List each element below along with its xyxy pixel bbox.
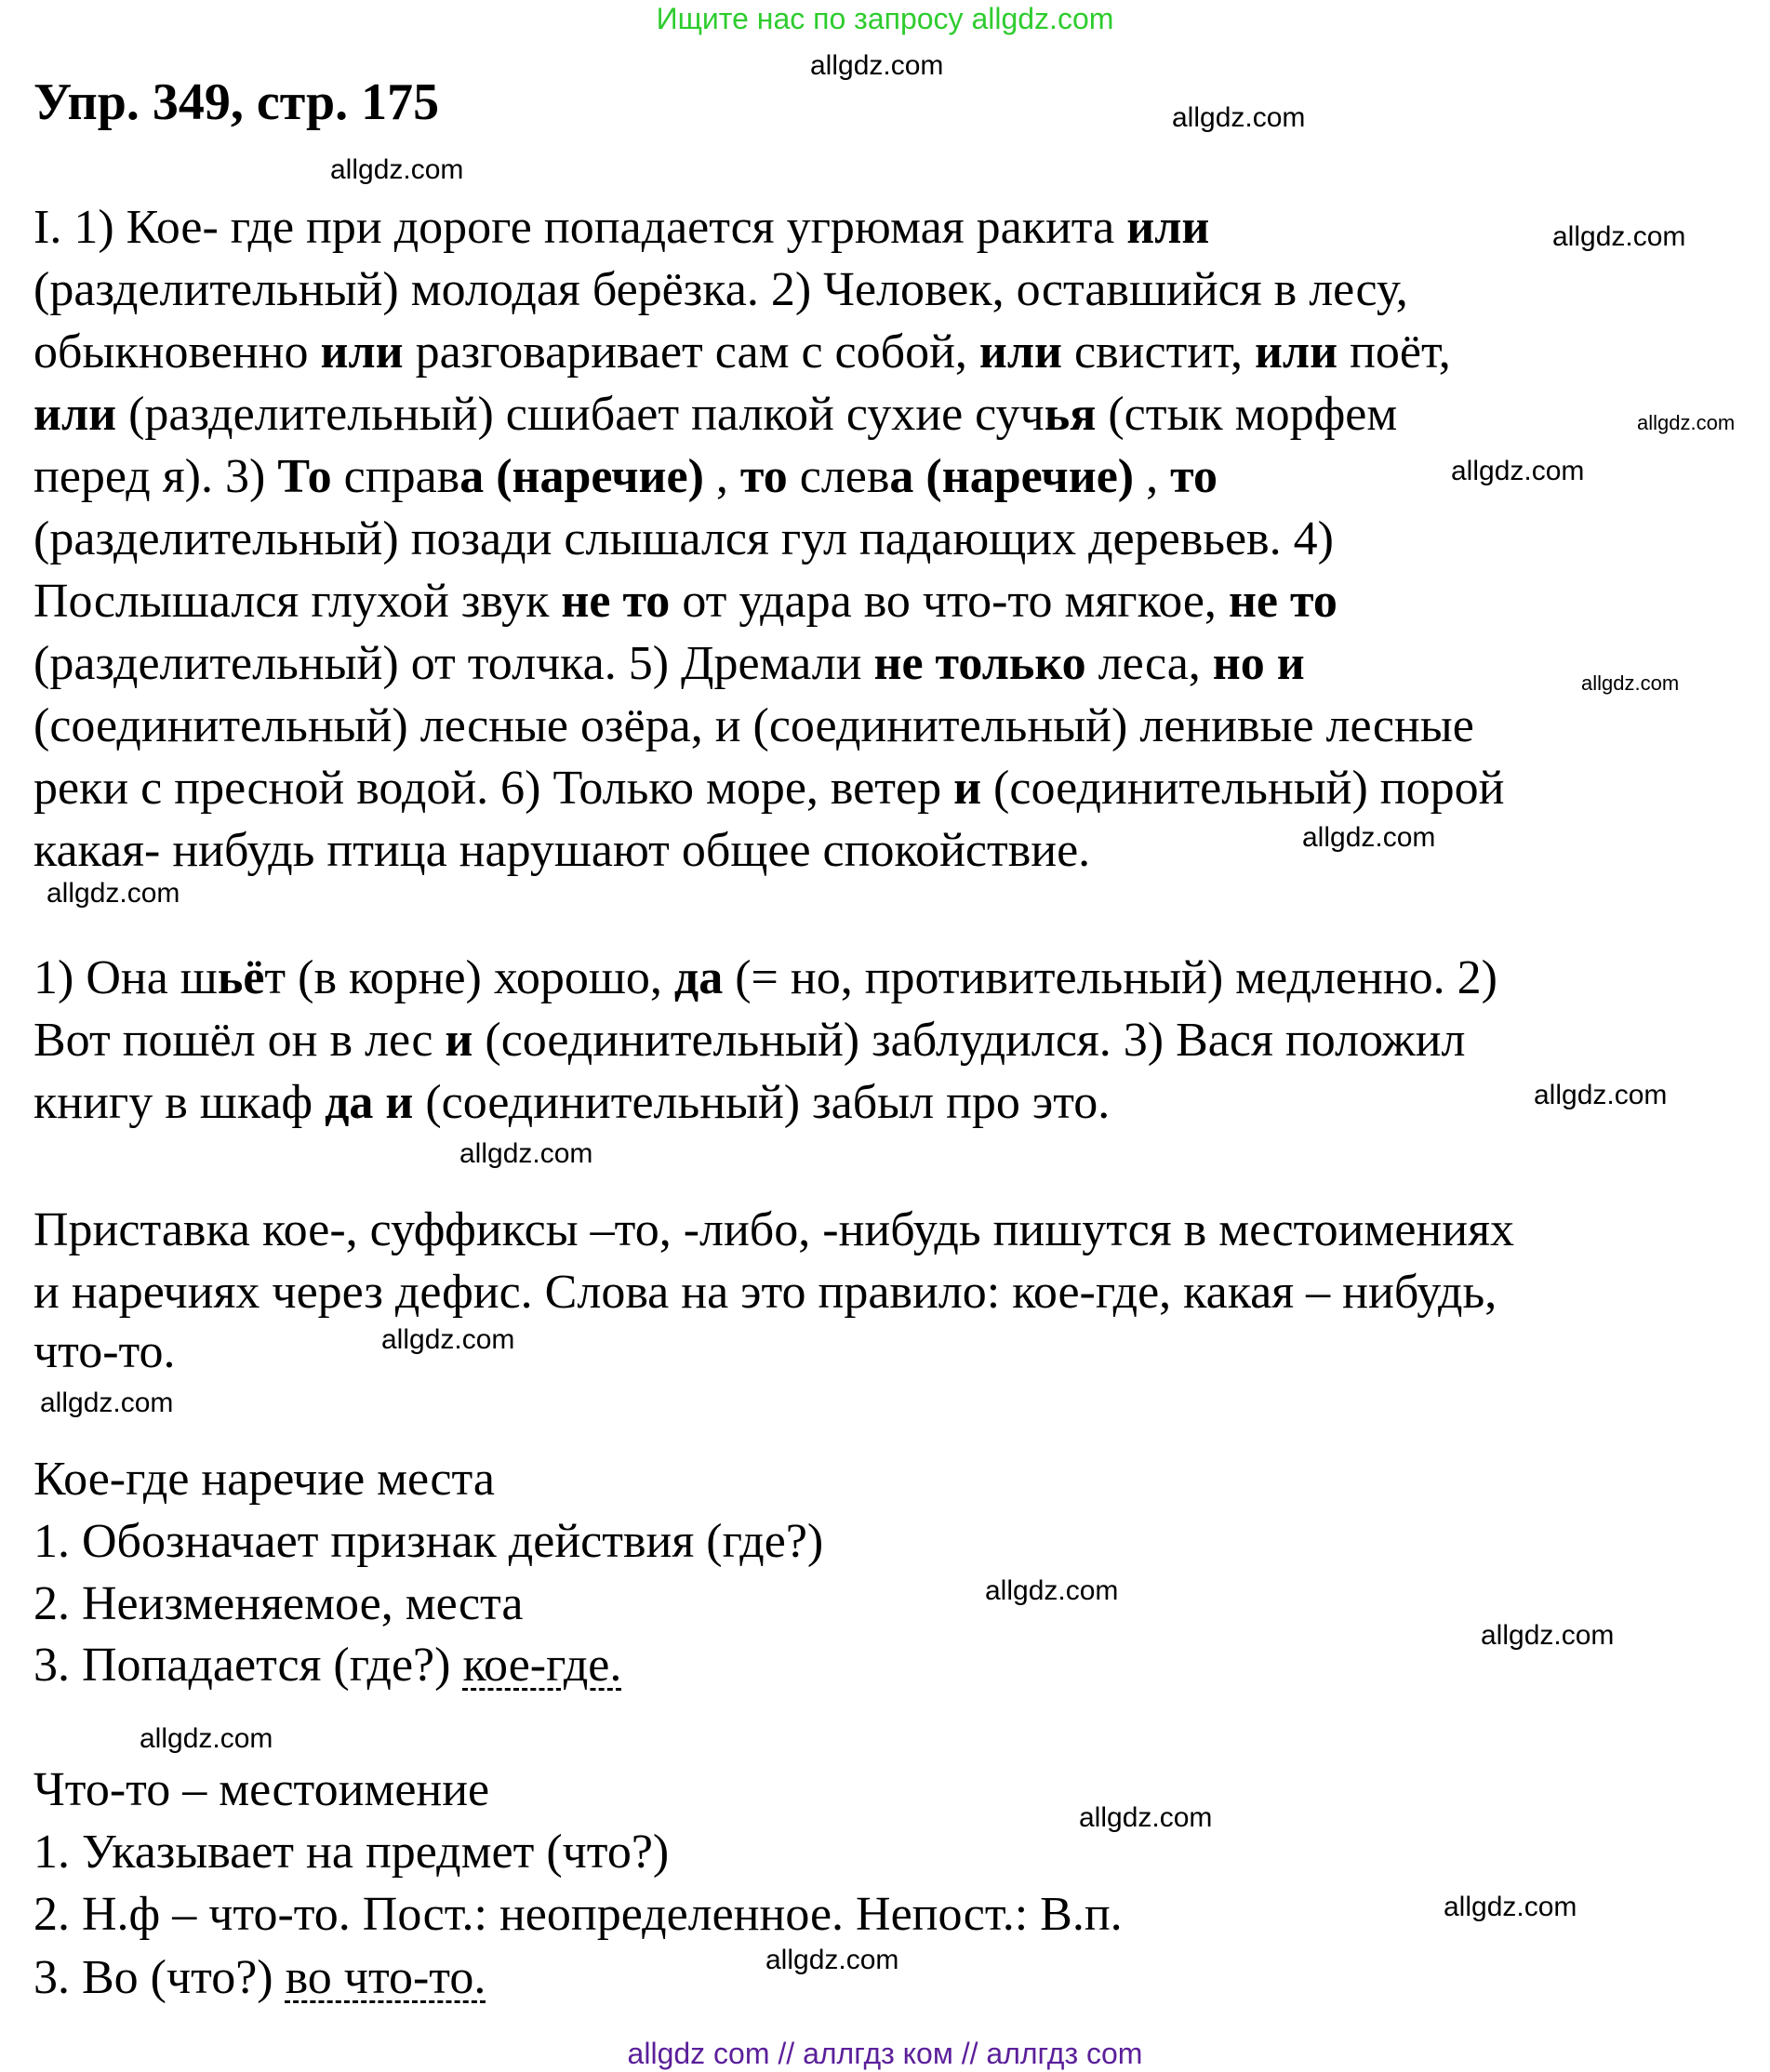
text-fragment: (разделительный) от толчка. 5) Дремали xyxy=(33,637,874,690)
text-line xyxy=(33,1202,1514,1258)
text-fragment: (соединительный) забыл про это. xyxy=(413,1076,1111,1129)
text-fragment: обыкновенно xyxy=(33,325,321,379)
text-line xyxy=(33,1514,823,1570)
bold-fragment: не только xyxy=(873,637,1086,690)
bold-fragment: или xyxy=(1254,325,1338,379)
underlined-fragment: во что-то. xyxy=(285,1951,486,2004)
search-banner: Ищите нас по запросу allgdz.com xyxy=(656,2,1114,35)
text-fragment: слев xyxy=(787,450,890,503)
text-line xyxy=(33,574,1337,630)
text-fragment: от удара во что-то мягкое, xyxy=(670,575,1229,628)
text-fragment: 3. Попадается (где?) xyxy=(33,1639,463,1692)
text-fragment: Кое-где наречие места xyxy=(33,1453,495,1506)
text-fragment: Приставка кое-, суффиксы –то, -либо, -нибудь пишутся в местоимениях xyxy=(33,1203,1514,1256)
text-fragment: , xyxy=(703,450,740,503)
bold-fragment: То xyxy=(277,450,332,503)
page-title: Упр. 349, стр. 175 xyxy=(33,73,440,131)
watermark: allgdz.com xyxy=(1079,1802,1213,1833)
watermark: allgdz.com xyxy=(40,1388,174,1418)
text-line xyxy=(33,1638,621,1693)
text-fragment: свистит, xyxy=(1062,325,1255,379)
footer-banner: allgdz com // аллгдз ком // аллгдз com xyxy=(627,2037,1143,2070)
text-line xyxy=(33,1825,669,1880)
bold-fragment: но и xyxy=(1212,637,1305,690)
watermark: allgdz.com xyxy=(1451,456,1585,486)
text-fragment: перед я). 3) xyxy=(33,450,278,503)
bold-fragment: да xyxy=(673,951,724,1004)
text-fragment: справ xyxy=(331,450,460,503)
watermark: allgdz.com xyxy=(381,1324,515,1355)
watermark: allgdz.com xyxy=(140,1723,273,1754)
watermark: allgdz.com xyxy=(1552,221,1686,252)
text-fragment: (соединительный) заблудился. 3) Вася положил xyxy=(472,1014,1466,1067)
text-fragment: Что-то – местоимение xyxy=(33,1763,490,1816)
text-fragment: разговаривает сам с собой, xyxy=(403,325,979,379)
watermark: allgdz.com xyxy=(1302,822,1436,853)
bold-fragment: или xyxy=(33,388,117,441)
watermark: allgdz.com xyxy=(1481,1620,1615,1651)
text-line xyxy=(33,823,1090,879)
text-fragment: I. 1) Кое- где при дороге попадается угрюмая ракита xyxy=(33,201,1127,254)
text-fragment: 3. Во (что?) xyxy=(33,1951,286,2004)
text-fragment: (= но, противительный) медленно. 2) xyxy=(723,951,1497,1004)
text-line xyxy=(33,1762,489,1818)
text-fragment: Вот пошёл он в лес xyxy=(33,1014,446,1067)
text-line xyxy=(33,1950,486,2006)
text-fragment: что-то. xyxy=(33,1325,176,1378)
watermark: allgdz.com xyxy=(985,1575,1119,1606)
text-line xyxy=(33,262,1408,318)
text-fragment: 2. Неизменяемое, места xyxy=(33,1577,524,1630)
text-line xyxy=(33,200,1209,256)
watermark: allgdz.com xyxy=(765,1945,899,1975)
text-fragment: книгу в шкаф xyxy=(33,1076,326,1129)
text-fragment: реки с пресной водой. 6) Только море, ветер xyxy=(33,762,954,815)
text-line xyxy=(33,1265,1497,1321)
watermark: allgdz.com xyxy=(810,50,944,81)
text-fragment: 1) Она ш xyxy=(33,951,218,1004)
bold-fragment: а (наречие) xyxy=(459,450,704,503)
text-line xyxy=(33,1324,176,1380)
text-fragment: 1. Указывает на предмет (что?) xyxy=(33,1826,670,1879)
text-line xyxy=(33,761,1504,817)
text-line xyxy=(33,698,1474,754)
text-fragment: (разделительный) сшибает палкой сухие суч xyxy=(116,388,1045,441)
text-line xyxy=(33,387,1397,443)
text-line xyxy=(33,1013,1465,1069)
bold-fragment: не то xyxy=(561,575,671,628)
text-line xyxy=(33,1075,1110,1131)
text-line xyxy=(33,325,1451,380)
watermark: allgdz.com xyxy=(330,154,464,185)
watermark: allgdz.com xyxy=(459,1138,593,1169)
text-fragment: поёт, xyxy=(1337,325,1451,379)
watermark: allgdz.com xyxy=(47,878,180,909)
text-line xyxy=(33,449,1218,505)
bold-fragment: то xyxy=(739,450,788,503)
text-line xyxy=(33,1452,495,1508)
bold-fragment: или xyxy=(320,325,404,379)
text-fragment: , xyxy=(1134,450,1171,503)
text-line xyxy=(33,511,1334,567)
text-fragment: (стык морфем xyxy=(1096,388,1398,441)
text-fragment: т (в корне) хорошо, xyxy=(264,951,674,1004)
text-fragment: Послышался глухой звук xyxy=(33,575,562,628)
text-fragment: (разделительный) позади слышался гул падающих деревьев. 4) xyxy=(33,512,1334,565)
bold-fragment: а (наречие) xyxy=(889,450,1135,503)
text-fragment: какая- нибудь птица нарушают общее спокойствие. xyxy=(33,824,1091,877)
bold-fragment: или xyxy=(978,325,1063,379)
text-fragment: леса, xyxy=(1085,637,1213,690)
watermark: allgdz.com xyxy=(1444,1892,1577,1922)
text-line xyxy=(33,1576,524,1632)
watermark: allgdz.com xyxy=(1637,411,1736,434)
bold-fragment: и xyxy=(445,1014,473,1067)
text-fragment: (разделительный) молодая берёзка. 2) Человек, оставшийся в лесу, xyxy=(33,263,1408,316)
bold-fragment: ьё xyxy=(217,951,265,1004)
text-fragment: и наречиях через дефис. Слова на это правило: кое-где, какая – нибудь, xyxy=(33,1266,1497,1319)
text-fragment: (соединительный) лесные озёра, и (соединительный) ленивые лесные xyxy=(33,699,1474,752)
underlined-fragment: кое-где. xyxy=(462,1639,622,1692)
text-fragment: 1. Обозначает признак действия (где?) xyxy=(33,1515,824,1568)
text-fragment: (соединительный) порой xyxy=(981,762,1505,815)
bold-fragment: и xyxy=(953,762,982,815)
text-line xyxy=(33,1887,1123,1943)
text-line xyxy=(33,950,1497,1006)
bold-fragment: не то xyxy=(1228,575,1337,628)
text-line xyxy=(33,636,1305,692)
bold-fragment: ья xyxy=(1044,388,1097,441)
bold-fragment: да и xyxy=(325,1076,414,1129)
watermark: allgdz.com xyxy=(1581,671,1680,695)
text-fragment: 2. Н.ф – что-то. Пост.: неопределенное. Непост.: В.п. xyxy=(33,1888,1123,1941)
bold-fragment: то xyxy=(1170,450,1218,503)
watermark: allgdz.com xyxy=(1534,1080,1668,1110)
watermark: allgdz.com xyxy=(1172,102,1306,133)
bold-fragment: или xyxy=(1126,201,1210,254)
